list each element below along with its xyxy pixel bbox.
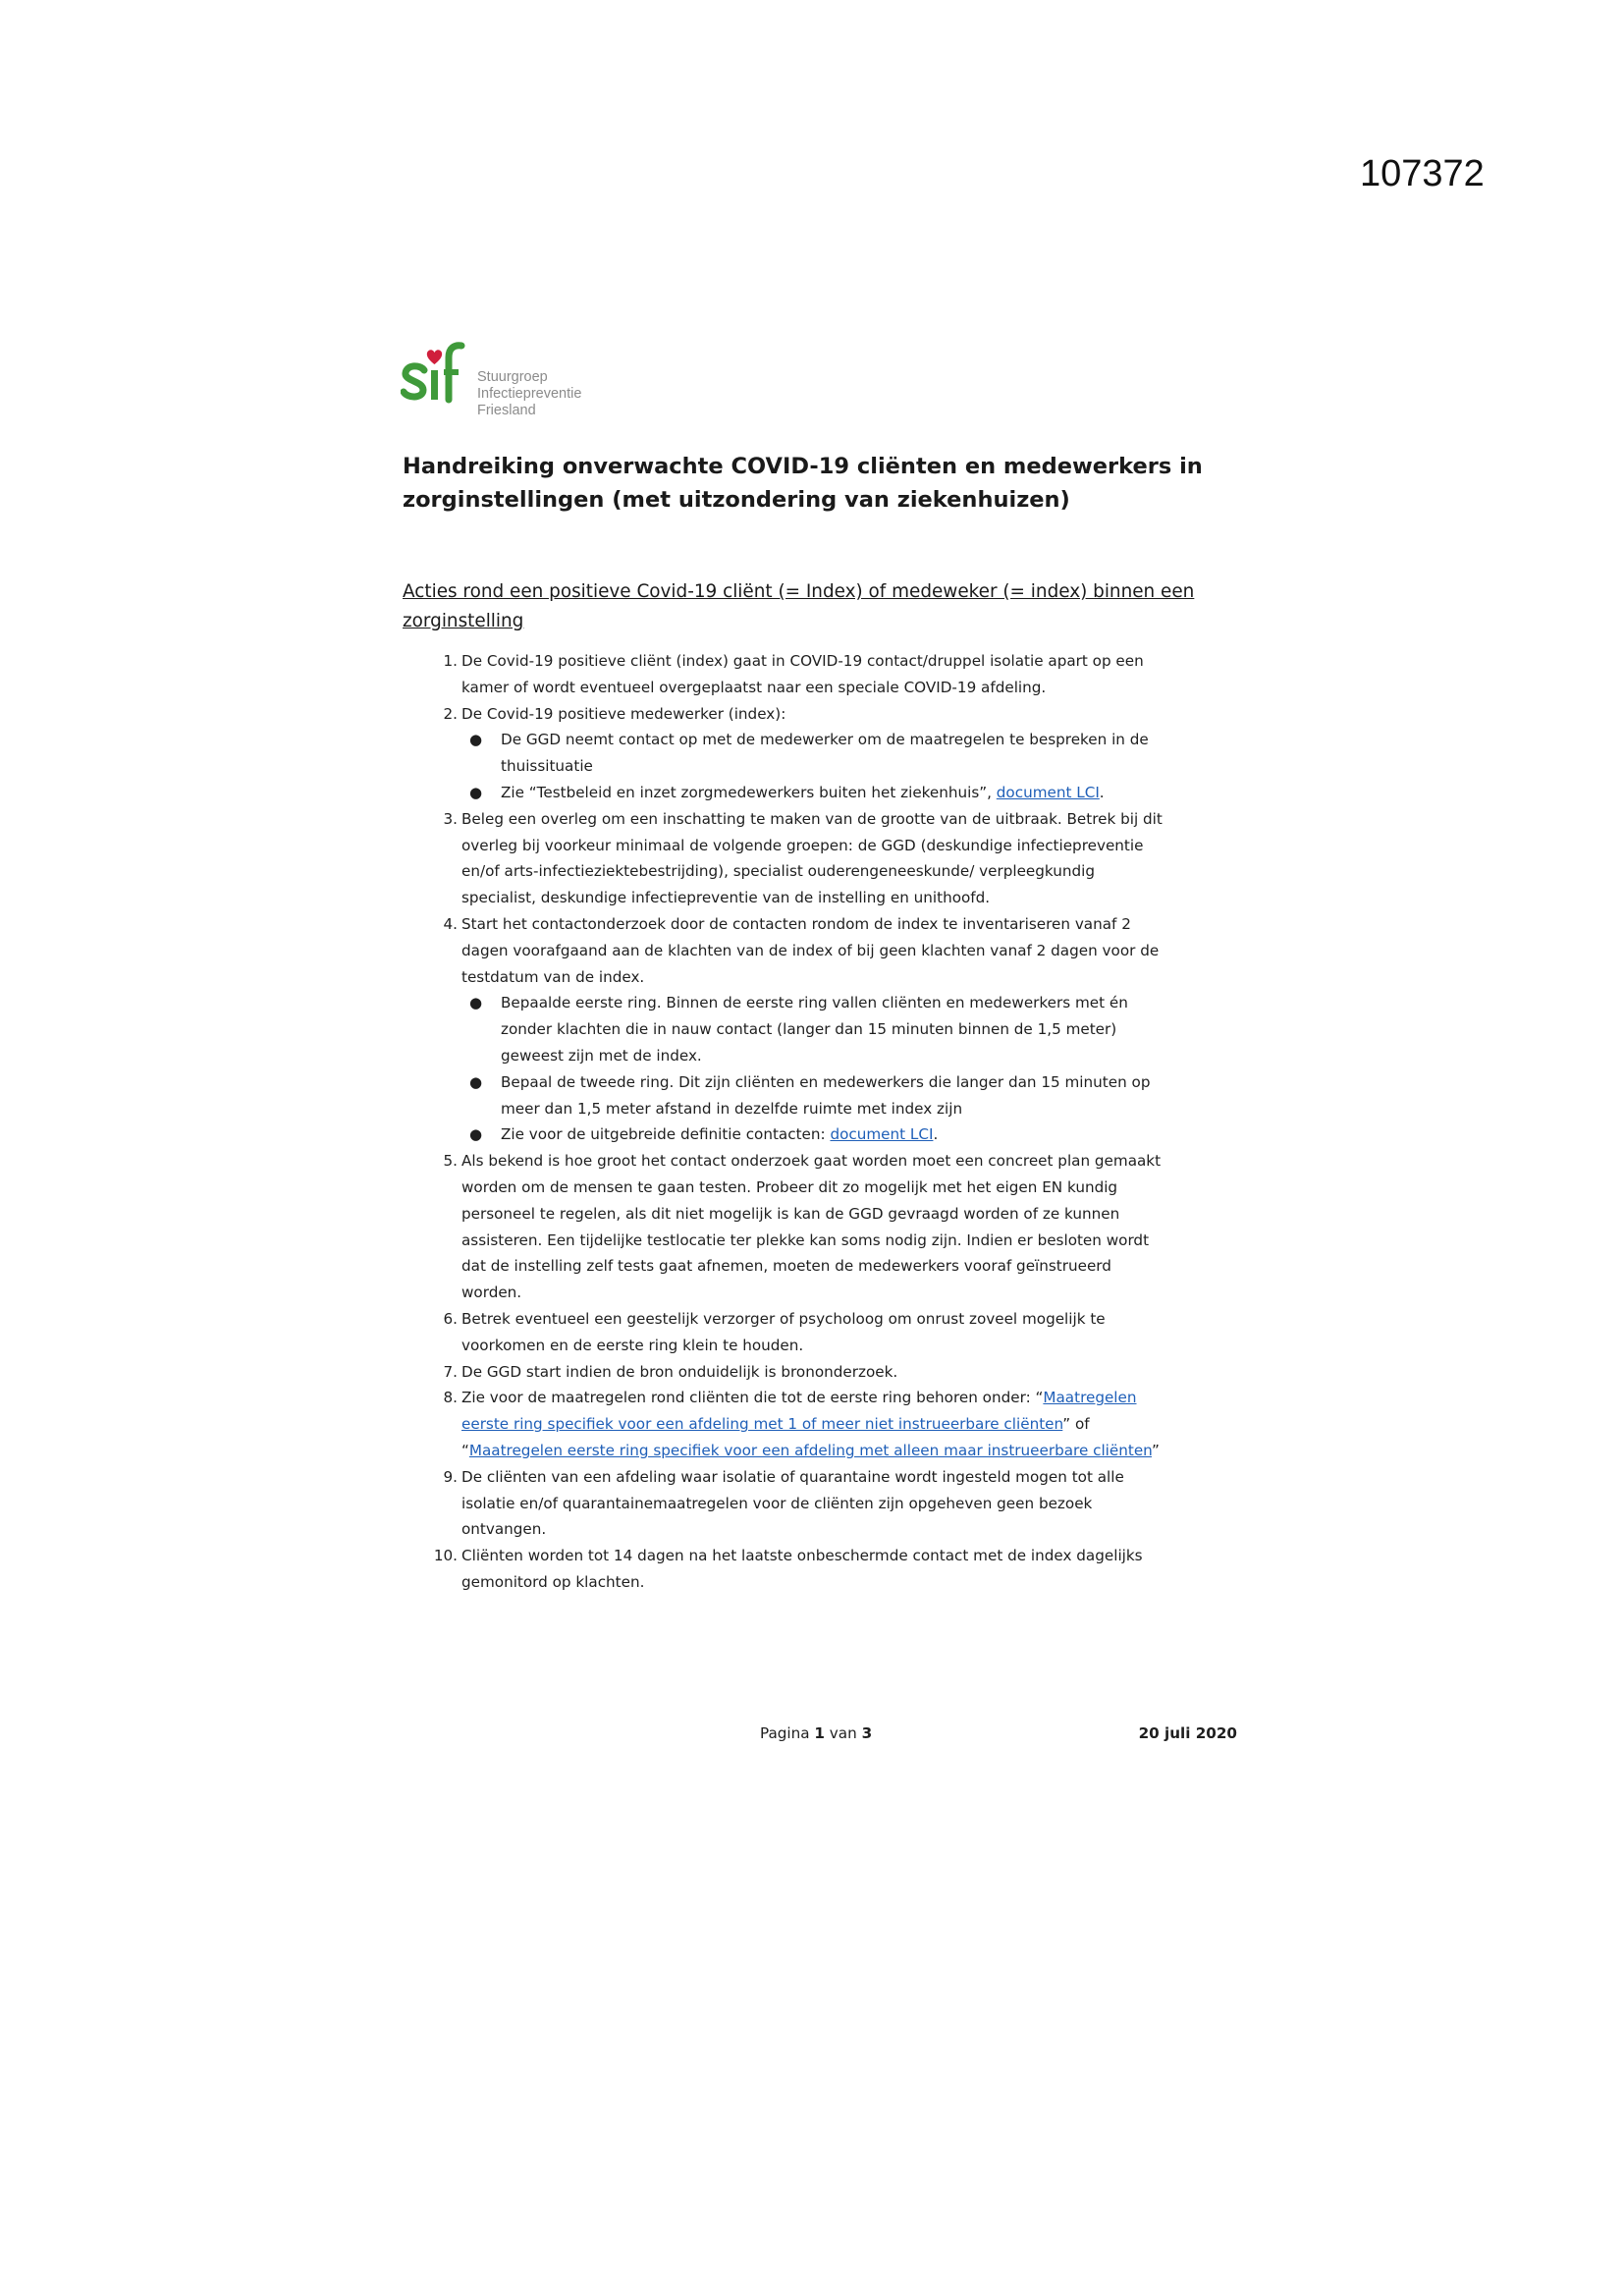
item-text-line: testdatum van de index. [461,967,645,986]
maatregelen-instrueerbare-link[interactable]: Maatregelen eerste ring specifiek voor een afdeling met alleen maar instrueerbare cliënten [468,1441,1152,1459]
list-item-7 [403,1359,1247,1386]
sub-bullet [403,1069,1247,1122]
logo-line-1: Stuurgroep [477,369,548,385]
list-item-3 [403,806,1247,911]
list-number: 4. [443,914,458,933]
bullet-text-line: Bepaal de tweede ring. Dit zijn cliënten en medewerkers die langer dan 15 minuten op [501,1072,1151,1091]
document-title [403,450,1247,517]
item-text-line: Als bekend is hoe groot het contact onderzoek gaat worden moet een concreet plan gemaakt [461,1152,1162,1171]
item-text-line: dagen voorafgaand aan de klachten van de index of bij geen klachten vanaf 2 dagen voor de [461,941,1160,959]
page-number [760,1724,872,1742]
item-text-line [461,1411,1247,1438]
list-item-10 [403,1543,1247,1596]
item-text-line: dat de instelling zelf tests gaat afnemen, moeten de medewerkers vooraf geïnstrueerd [461,1257,1111,1276]
sub-bullet [403,780,1247,806]
item-text-line: kamer of wordt eventueel overgeplaatst naar een speciale COVID-19 afdeling. [461,678,1047,696]
maatregelen-niet-instrueerbare-link-cont[interactable]: eerste ring specifiek voor een afdeling met 1 of meer niet instrueerbare cliënten [461,1415,1063,1434]
page-current: 1 [814,1724,825,1742]
item-text-line: De Covid-19 positieve cliënt (index) gaat in COVID-19 contact/druppel isolatie apart op een [461,652,1144,670]
sif-logo-mark-icon [401,324,479,422]
bullet-text-line: thuissituatie [501,757,593,776]
list-number: 9. [443,1467,458,1486]
document-lci-link[interactable]: document LCI [830,1125,934,1144]
sub-bullet [403,990,1247,1068]
bullet-text-line: zonder klachten die in nauw contact (langer dan 15 minuten binnen de 1,5 meter) [501,1020,1117,1039]
document-lci-link[interactable]: document LCI [996,783,1100,801]
section-heading [403,577,1247,636]
list-number: 7. [443,1362,458,1381]
bullet-icon: ● [469,783,483,801]
item-text: ” [1151,1441,1160,1459]
list-number: 5. [443,1152,458,1171]
logo-subtitle [477,369,624,419]
list-item-1 [403,648,1247,701]
item-text-line: De Covid-19 positieve medewerker (index): [461,704,786,723]
sif-logo [401,324,617,422]
item-text-line: De GGD start indien de bron onduidelijk is brononderzoek. [461,1362,898,1381]
list-item-5 [403,1148,1247,1306]
list-number: 6. [443,1309,458,1328]
page-prefix: Pagina [760,1724,815,1742]
item-text-line: De cliënten van een afdeling waar isolatie of quarantaine wordt ingesteld mogen tot alle [461,1467,1124,1486]
list-item-2 [403,701,1247,728]
sub-bullet [403,727,1247,780]
bullet-icon: ● [469,731,483,749]
item-text-line: gemonitord op klachten. [461,1572,645,1591]
item-text-line: worden om de mensen te gaan testen. Probeer dit zo mogelijk met het eigen EN kundig [461,1177,1118,1196]
list-item-8 [403,1385,1247,1463]
bullet-text-line: geweest zijn met de index. [501,1046,702,1065]
item-text-line: Beleg een overleg om een inschatting te maken van de grootte van de uitbraak. Betrek bij dit [461,809,1163,828]
list-item-9 [403,1464,1247,1543]
item-text-line: voorkomen en de eerste ring klein te houden. [461,1336,804,1354]
list-item-6 [403,1306,1247,1359]
bullet-icon: ● [469,1125,483,1144]
list-number: 1. [443,652,458,670]
action-list [403,648,1247,1596]
sub-bullet [403,1121,1247,1148]
item-text-line: en/of arts-infectieziektebestrijding), specialist ouderengeneeskunde/ verpleegkundig [461,862,1095,881]
bullet-text-end: . [933,1125,939,1144]
section-heading-line-2: zorginstelling [403,611,524,631]
bullet-text: Zie voor de uitgebreide definitie contacten: [501,1125,831,1144]
footer-date: 20 juli 2020 [1138,1724,1237,1742]
bullet-text-line: meer dan 1,5 meter afstand in dezelfde ruimte met index zijn [501,1099,963,1118]
item-text: “ [461,1441,469,1459]
item-text-line: specialist, deskundige infectiepreventie van de instelling en unithoofd. [461,889,991,907]
title-line-2: zorginstellingen (met uitzondering van ziekenhuizen) [403,487,1070,513]
item-text: ” of [1062,1415,1090,1434]
item-text-line [461,1438,1247,1464]
bullet-icon: ● [469,1072,483,1091]
document-number: 107372 [1360,153,1485,194]
item-text-line: Start het contactonderzoek door de contacten rondom de index te inventariseren vanaf 2 [461,914,1131,933]
bullet-text-line [501,780,1247,806]
bullet-text-line [501,1121,1247,1148]
item-text-line: Cliënten worden tot 14 dagen na het laatste onbeschermde contact met de index dagelijks [461,1547,1143,1565]
list-number: 8. [443,1389,458,1407]
item-text-line [461,1385,1247,1411]
item-text-line: overleg bij voorkeur minimaal de volgende groepen: de GGD (deskundige infectiepreventie [461,836,1144,854]
page-mid: van [824,1724,862,1742]
list-number: 2. [443,704,458,723]
title-line-1: Handreiking onverwachte COVID-19 cliënten en medewerkers in [403,454,1203,479]
item-text-line: ontvangen. [461,1520,547,1539]
item-text-line: personeel te regelen, als dit niet mogelijk is kan de GGD gevraagd worden of ze kunnen [461,1204,1120,1223]
section-heading-line-1: Acties rond een positieve Covid-19 cliënt (= Index) of medeweker (= index) binnen een [403,581,1195,602]
maatregelen-niet-instrueerbare-link[interactable]: Maatregelen [1043,1389,1137,1407]
item-text-line: worden. [461,1284,522,1302]
bullet-text-line: Bepaalde eerste ring. Binnen de eerste ring vallen cliënten en medewerkers met én [501,994,1128,1012]
item-text-line: isolatie en/of quarantainemaatregelen voor de cliënten zijn opgeheven geen bezoek [461,1494,1093,1512]
bullet-icon: ● [469,994,483,1012]
item-text: Zie voor de maatregelen rond cliënten die tot de eerste ring behoren onder: “ [461,1389,1044,1407]
bullet-text-end: . [1099,783,1105,801]
page-total: 3 [861,1724,873,1742]
item-text-line: assisteren. Een tijdelijke testlocatie ter plekke kan soms nodig zijn. Indien er besloten wordt [461,1230,1150,1249]
list-number: 3. [443,809,458,828]
logo-line-3: Friesland [477,403,536,418]
item-text-line: Betrek eventueel een geestelijk verzorger of psycholoog om onrust zoveel mogelijk te [461,1309,1106,1328]
list-number: 10. [433,1547,458,1565]
page-footer [403,1724,1237,1754]
logo-line-2: Infectiepreventie [477,386,582,402]
list-item-4 [403,911,1247,990]
bullet-text: Zie “Testbeleid en inzet zorgmedewerkers buiten het ziekenhuis”, [501,783,997,801]
bullet-text-line: De GGD neemt contact op met de medewerker om de maatregelen te bespreken in de [501,731,1149,749]
